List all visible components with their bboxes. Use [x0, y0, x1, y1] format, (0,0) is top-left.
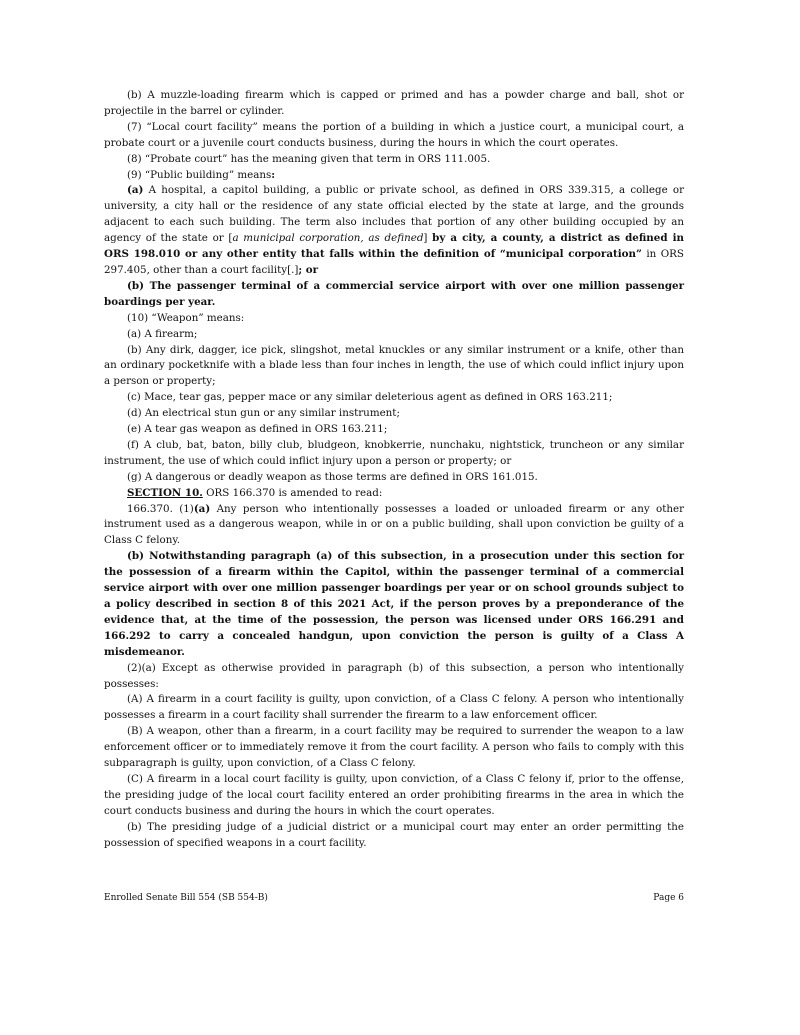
paragraph-10g: (g) A dangerous or deadly weapon as those terms are defined in ORS 161.015. — [127, 470, 538, 483]
paragraph-7-local-court-facility: (7) “Local court facility” means the portion of a building in which a justice court, a municipal court, a probate court or a juvenile court conducts business, during the hours in which the court operates. — [104, 120, 684, 149]
paragraph-2b: (b) The presiding judge of a judicial district or a municipal court may enter an order permitting the possession of specified weapons in a court facility. — [104, 820, 684, 849]
p9a-label: (a) — [127, 184, 144, 197]
paragraph-10c: (c) Mace, tear gas, pepper mace or any similar deleterious agent as defined in ORS 163.211; — [127, 391, 613, 404]
paragraph-9-public-building — [104, 168, 684, 184]
paragraph-9b — [104, 279, 684, 311]
paragraph-10-weapon: (10) “Weapon” means: — [127, 311, 245, 324]
p166-bold: (a) — [193, 502, 211, 515]
p166-text: Any person who intentionally possesses a loaded or unloaded firearm or any other instrument used as a dangerous weapon, while in or on a public building, shall upon conviction be guilty of a Class C felony. — [104, 502, 684, 547]
paragraph-2C: (C) A firearm in a local court facility is guilty, upon conviction, of a Class C felony if, prior to the offense, the presiding judge of the local court facility entered an order prohibiting firearms in the area in which the court conducts business and during the hours in which the court operates. — [104, 772, 684, 817]
paragraph-10f: (f) A club, bat, baton, billy club, bludgeon, knobkerrie, nunchaku, nightstick, truncheon or any similar instrument, the use of which could inflict injury upon a person or property; or — [104, 438, 684, 467]
p166b-bold: (b) Notwithstanding paragraph (a) of this subsection, in a prosecution under this section for the possession of a firearm within the Capitol, within the passenger terminal of a commercial service airport with over one million passenger boardings per year or on school grounds subject to a policy described in section 8 of this 2021 Act, if the person proves by a preponderance of the evidence that, at the time of the possession, the person was licensed under ORS 166.291 and 166.292 to carry a concealed handgun, upon conviction the person is guilty of a Class A misdemeanor. — [104, 550, 684, 658]
page-footer — [104, 893, 684, 903]
paragraph-10b: (b) Any dirk, dagger, ice pick, slingshot, metal knuckles or any similar instrument or a knife, other than an ordinary pocketknife with a blade less than four inches in length, the use of which could inflict injury upon a person or property; — [104, 343, 684, 388]
section-10-text: ORS 166.370 is amended to read: — [202, 486, 383, 499]
p166-prefix: 166.370. (1) — [127, 502, 194, 515]
footer-bill-name: Enrolled Senate Bill 554 (SB 554-B) — [104, 893, 268, 903]
paragraph-10e: (e) A tear gas weapon as defined in ORS 163.211; — [127, 423, 388, 436]
paragraph-9a — [104, 183, 684, 278]
paragraph-2A: (A) A firearm in a court facility is guilty, upon conviction, of a Class C felony. A person who intentionally possesses a firearm in a court facility shall surrender the firearm to a law enforcement officer. — [104, 693, 684, 722]
p9a-bold2: ; or — [298, 263, 319, 276]
paragraph-10d: (d) An electrical stun gun or any similar instrument; — [127, 407, 400, 420]
p9-text: (9) “Public building” means — [127, 168, 272, 181]
p9-bold: : — [271, 168, 276, 181]
paragraph-muzzle-loading: (b) A muzzle-loading firearm which is capped or primed and has a powder charge and ball, shot or projectile in the barrel or cylinder. — [104, 89, 684, 117]
p9a-text1: A hospital, a capitol building, a public or private school, as defined in ORS 339.315, a college or university, a city hall or the residence of any state official elected by the state at large, and the grounds adjacent to each such building. The term also includes that portion of any other building occupied by an agency of the state or [ — [104, 184, 684, 245]
p9a-bold1: by a city, a county, a district as defined in ORS 198.010 or any other entity that falls within the definition of “municipal corporation” — [104, 232, 684, 261]
p9a-italic: a municipal corporation, as defined — [232, 232, 424, 245]
paragraph-2B: (B) A weapon, other than a firearm, in a court facility may be required to surrender the weapon to a law enforcement officer or to immediately remove it from the court facility. A person who fails to comply with this subparagraph is guilty, upon conviction, of a Class C felony. — [104, 725, 684, 770]
paragraph-166-370-1a — [104, 502, 684, 550]
p9a-text2: ] — [423, 232, 433, 245]
section-10-label: SECTION 10. — [127, 486, 203, 499]
document-body — [104, 88, 684, 852]
footer-page-number: Page 6 — [653, 893, 684, 903]
p9a-text3: in ORS 297.405, other than a court facility[ — [104, 248, 684, 276]
paragraph-2a: (2)(a) Except as otherwise provided in paragraph (b) of this subsection, a person who intentionally possesses: — [104, 661, 684, 690]
section-10-heading — [104, 486, 684, 502]
paragraph-166-370-1b — [104, 549, 684, 660]
p9b-bold: (b) The passenger terminal of a commercial service airport with over one million passenger boardings per year. — [104, 279, 684, 308]
paragraph-8-probate-court: (8) “Probate court” has the meaning given that term in ORS 111.005. — [127, 152, 491, 165]
p9a-text4: .] — [291, 263, 299, 276]
paragraph-10a: (a) A firearm; — [127, 327, 198, 340]
